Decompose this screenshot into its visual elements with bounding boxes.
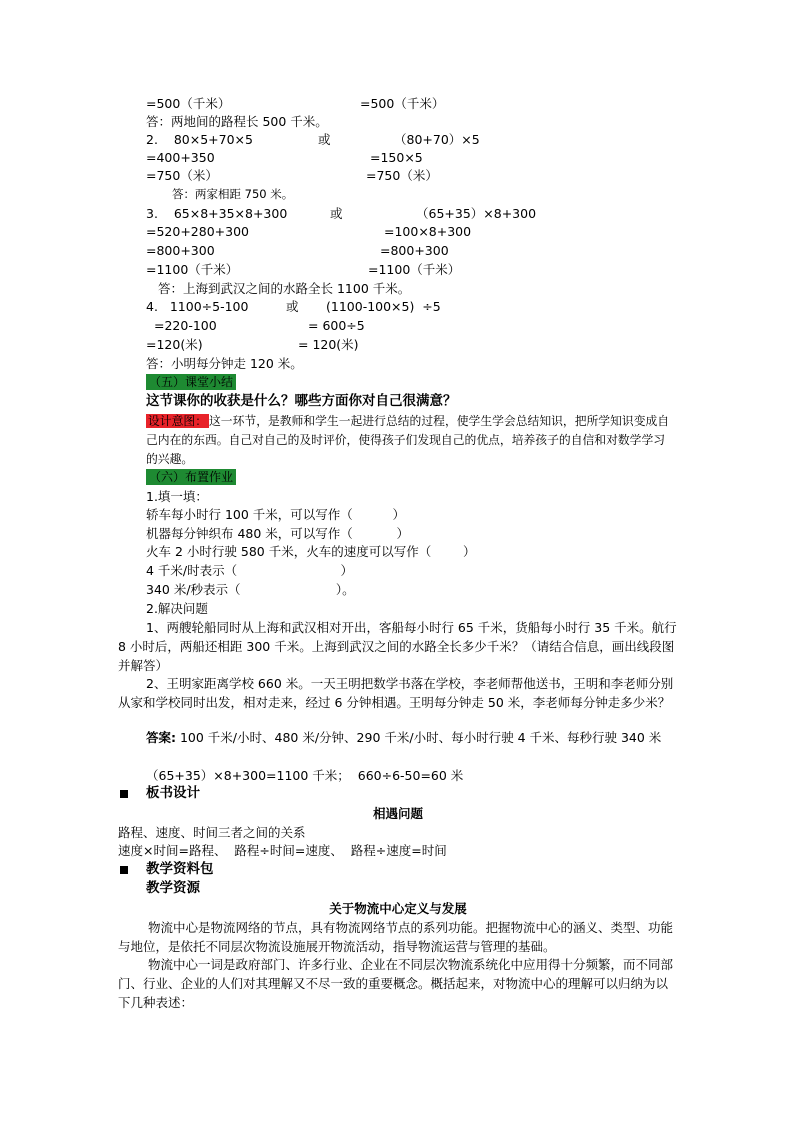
resource-paragraph-2: 物流中心一词是政府部门、许多行业、企业在不同层次物流系统化中应用得十分频繁，而不同部门、行业、企业的人们对其理解又不尽一致的重要概念。概括起来，对物流中心的理解可以归纳为以下几种表述： (118, 957, 674, 1010)
question-2b: （80+70）×5 (394, 132, 480, 147)
step-1b: =500（千米） (360, 96, 445, 111)
answer-1: 答：两地间的路程长 500 千米。 (146, 114, 328, 129)
hw-fill-3: 火车 2 小时行驶 580 千米，火车的速度可以写作（ ） (146, 544, 476, 559)
step-4a2: =120(米) (146, 337, 203, 352)
step-3a1: =520+280+300 (146, 224, 249, 239)
step-3b1: =100×8+300 (384, 224, 472, 239)
hw-fill-5: 340 米/秒表示（ ）。 (146, 582, 355, 597)
design-intent (146, 412, 676, 469)
section-5-heading: （五）课堂小结 (146, 374, 236, 390)
board-line-1: 路程、速度、时间三者之间的关系 (118, 825, 306, 840)
hw-solve-heading: 2.解决问题 (146, 601, 208, 616)
hw-fill-heading: 1.填一填： (146, 489, 208, 504)
step-2a1: =400+350 (146, 150, 215, 165)
question-2a: 2. 80×5+70×5 (146, 132, 253, 147)
step-4b1: = 600÷5 (308, 318, 365, 333)
question-4b: (1100-100×5) ÷5 (326, 299, 441, 314)
step-3b2: =800+300 (380, 243, 449, 258)
step-1a: =500（千米） (146, 96, 231, 111)
hw-fill-4: 4 千米/时表示（ ） (146, 563, 353, 578)
design-text: 这一环节，是教师和学生一起进行总结的过程，使学生学会总结知识，把所学知识变成自己内在的东西。自己对自己的及时评价，使得孩子们发现自己的优点，培养孩子的自信和对数学学习的兴趣。 (146, 414, 670, 466)
resource-paragraph-1: 物流中心是物流网络的节点，具有物流网络节点的系列功能。把握物流中心的涵义、类型、功能与地位，是依托不同层次物流设施展开物流活动，指导物流运营与管理的基础。 (118, 920, 674, 954)
hw-fill-1: 轿车每小时行 100 千米，可以写作（ ） (146, 507, 406, 522)
answer-4: 答：小明每分钟走 120 米。 (146, 356, 303, 371)
bullet-icon (120, 866, 128, 874)
question-3b: （65+35）×8+300 (416, 206, 537, 221)
question-3a: 3. 65×8+35×8+300 (146, 206, 288, 221)
step-3a2: =800+300 (146, 243, 215, 258)
step-3a3: =1100（千米） (146, 262, 239, 277)
design-tag: 设计意图： (148, 414, 207, 428)
step-4a1: =220-100 (154, 318, 217, 333)
question-4a: 4. 1100÷5-100 (146, 299, 249, 314)
hw-fill-2: 机器每分钟织布 480 米，可以写作（ ） (146, 526, 410, 541)
answer-2: 答：两家相距 750 米。 (172, 187, 294, 201)
bullet-icon (120, 790, 128, 798)
resources-heading: 教学资源 (146, 880, 200, 896)
answer-3: 答：上海到武汉之间的水路全长 1100 千米。 (158, 281, 411, 296)
board-line-2: 速度×时间=路程、 路程÷时间=速度、 路程÷速度=时间 (118, 843, 447, 858)
hw-problem-2: 2、王明家距离学校 660 米。一天王明把数学书落在学校，李老师帮他送书，王明和李老师分别从家和学校同时出发，相对走来，经过 6 分钟相遇。王明每分钟走 50 米，李老师每分钟走多少米？ (118, 676, 674, 710)
step-3b3: =1100（千米） (368, 262, 461, 277)
resource-title: 关于物流中心定义与发展 (329, 901, 467, 916)
step-2b1: =150×5 (370, 150, 423, 165)
answers-text: 100 千米/小时、480 米/分钟、290 千米/小时、每小时行驶 4 千米、每秒行驶 340 米 (176, 730, 662, 745)
or-label: 或 (286, 299, 299, 314)
hw-problem-1: 1、两艘轮船同时从上海和武汉相对开出，客船每小时行 65 千米，货船每小时行 35 千米。航行 8 小时后，两船还相距 300 千米。上海到武汉之间的水路全长多少千米？（请结合信息，画出线段图并解答） (118, 620, 677, 673)
answers-label: 答案: (146, 730, 176, 745)
answers-line-2: （65+35）×8+300=1100 千米； 660÷6-50=60 米 (146, 768, 464, 783)
section-6-heading: （六）布置作业 (146, 469, 236, 485)
board-title: 相遇问题 (372, 806, 423, 821)
step-2a2: =750（米） (146, 168, 218, 183)
or-label: 或 (330, 206, 343, 221)
materials-heading: 教学资料包 (146, 861, 214, 877)
board-heading: 板书设计 (146, 785, 200, 801)
or-label: 或 (318, 132, 331, 147)
answers (118, 728, 678, 747)
step-4b2: = 120(米) (298, 337, 359, 352)
summary-question: 这节课你的收获是什么？哪些方面你对自己很满意？ (146, 393, 457, 409)
step-2b2: =750（米） (366, 168, 438, 183)
